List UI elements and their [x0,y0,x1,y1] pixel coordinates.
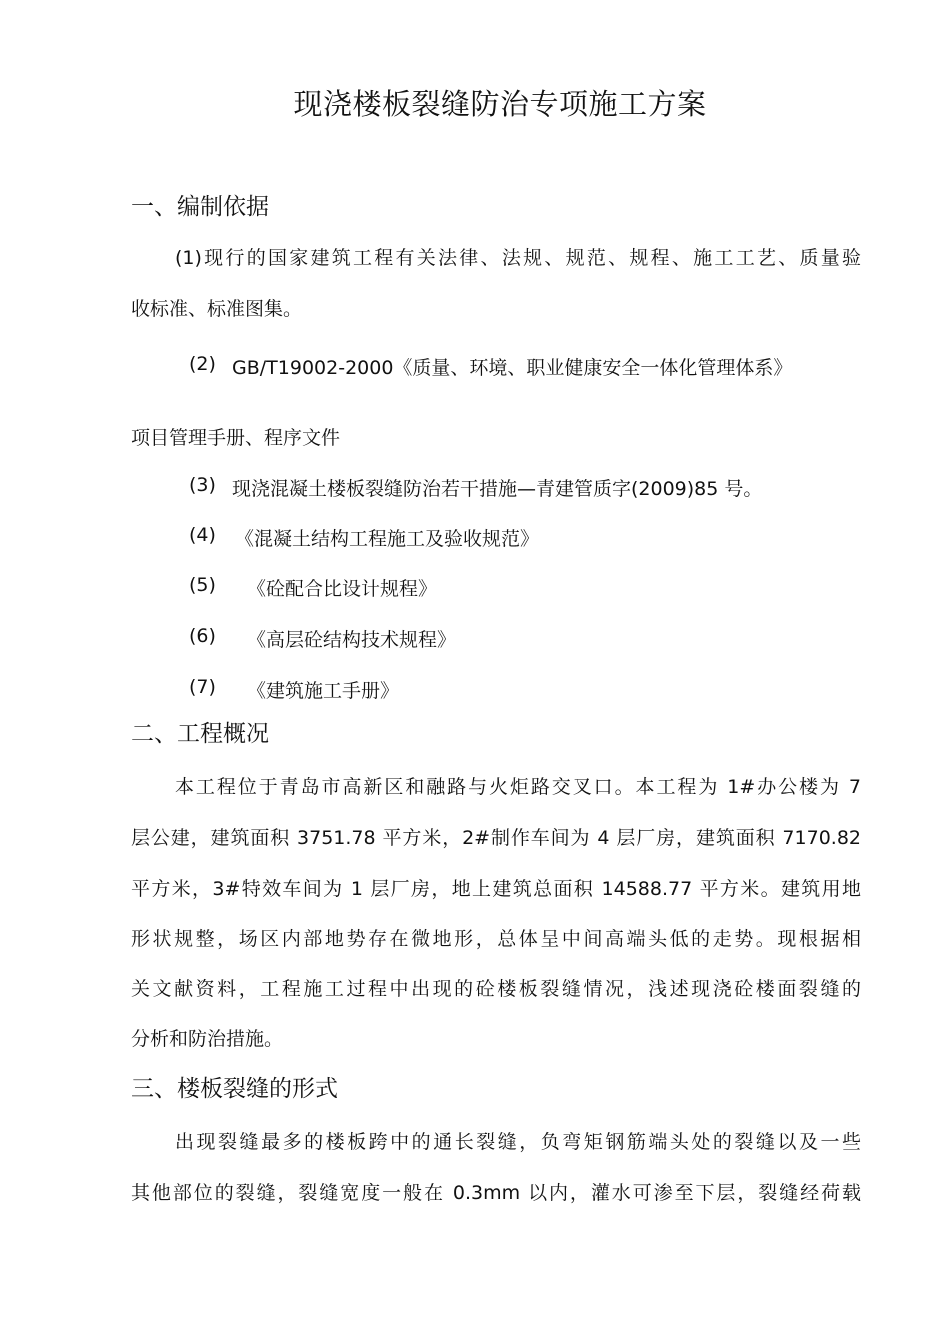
reference-text: GB/T19002-2000《质量、环境、职业健康安全一体化管理体系》 [232,357,793,379]
paragraph-line: 层公建，建筑面积 3751.78 平方米，2#制作车间为 4 层厂房，建筑面积 7170.82 [131,827,861,849]
section-heading-overview: 二、工程概况 [131,721,269,747]
reference-text: 《混凝土结构工程施工及验收规范》 [235,528,540,550]
paragraph-line: 关文献资料，工程施工过程中出现的砼楼板裂缝情况，浅述现浇砼楼面裂缝的 [131,978,861,1000]
paragraph-line: 出现裂缝最多的楼板跨中的通长裂缝，负弯矩钢筋端头处的裂缝以及一些 [175,1131,861,1153]
reference-text: 《建筑施工手册》 [247,680,400,702]
section-heading-crack-forms: 三、楼板裂缝的形式 [131,1076,338,1102]
paragraph-line: 本工程位于青岛市高新区和融路与火炬路交叉口。本工程为 1#办公楼为 7 [175,776,861,798]
reference-text: 《砼配合比设计规程》 [247,578,438,600]
reference-number: (2) [189,353,216,375]
reference-number: (6) [189,625,216,647]
paragraph-line: 其他部位的裂缝，裂缝宽度一般在 0.3mm 以内，灌水可渗至下层，裂缝经荷载 [131,1182,861,1204]
reference-number: (7) [189,676,216,698]
paragraph-line: 分析和防治措施。 [131,1028,284,1050]
paragraph-line: 项目管理手册、程序文件 [131,427,341,449]
reference-number: (5) [189,574,216,596]
section-heading-basis: 一、编制依据 [131,194,269,220]
document-title: 现浇楼板裂缝防治专项施工方案 [293,87,707,121]
paragraph-line: (1)现行的国家建筑工程有关法律、法规、规范、规程、施工工艺、质量验 [175,247,861,269]
reference-text: 现浇混凝土楼板裂缝防治若干措施—青建管质字(2009)85 号。 [232,478,763,500]
paragraph-line: 形状规整，场区内部地势存在微地形，总体呈中间高端头低的走势。现根据相 [131,928,861,950]
reference-number: (3) [189,474,216,496]
reference-text: 《高层砼结构技术规程》 [247,629,457,651]
reference-number: (4) [189,524,216,546]
paragraph-line: 平方米，3#特效车间为 1 层厂房，地上建筑总面积 14588.77 平方米。建筑用地 [131,878,861,900]
paragraph-line: 收标准、标准图集。 [131,298,303,320]
